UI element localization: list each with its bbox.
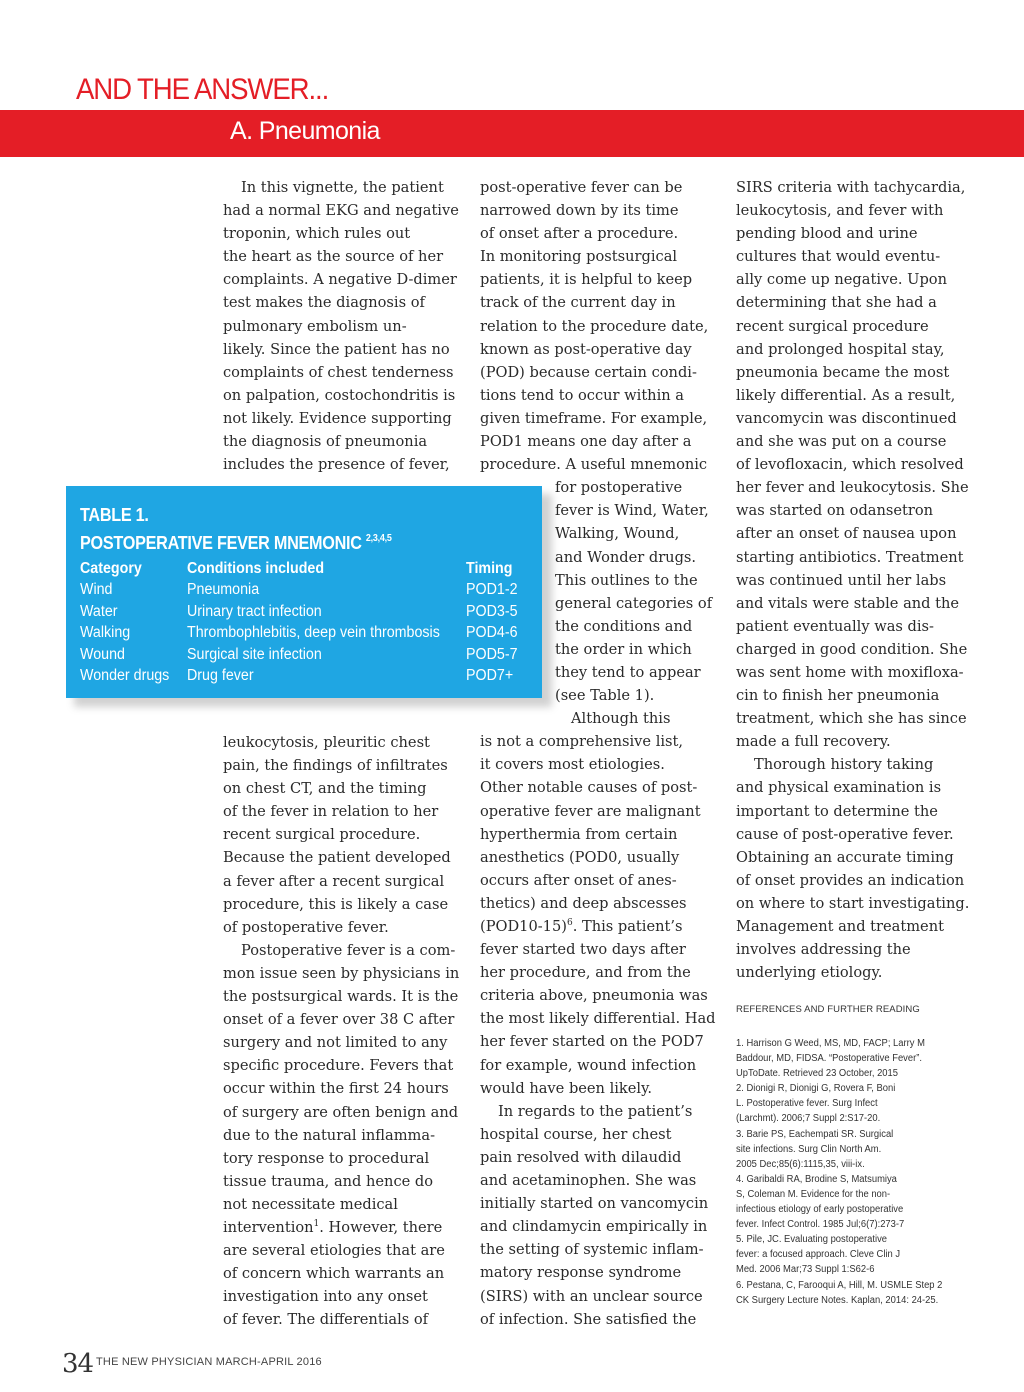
text-line: and prolonged hospital stay, <box>736 340 945 358</box>
text-line: a fever after a recent surgical <box>223 872 445 890</box>
text-line: and she was put on a course <box>736 433 947 451</box>
text-line: pulmonary embolism un- <box>223 317 407 335</box>
text-line: the most likely differential. Had <box>480 1010 716 1028</box>
text-line: Postoperative fever is a com- <box>241 941 456 959</box>
text-line: (POD) because certain condi- <box>480 363 697 381</box>
text-line: and acetaminophen. She was <box>480 1172 697 1190</box>
text-line: and vitals were stable and the <box>736 594 960 612</box>
text-line: and clindamycin empirically in <box>480 1218 708 1236</box>
text-line: pneumonia became the most <box>736 363 950 381</box>
text-line: In regards to the patient’s <box>498 1102 693 1120</box>
text-line: of onset after a procedure. <box>480 225 679 243</box>
text-line: ally come up negative. Upon <box>736 271 947 289</box>
text-line: charged in good condition. She <box>736 640 968 658</box>
text-line: criteria above, pneumonia was <box>480 987 708 1005</box>
reference-line: (Larchmt). 2006;7 Suppl 2:S17-20. <box>736 1113 881 1125</box>
text-line: on where to start investigating. <box>736 894 970 912</box>
table-cell: Pneumonia <box>187 581 260 599</box>
text-line: recent surgical procedure <box>736 317 929 335</box>
publication-footer: THE NEW PHYSICIAN MARCH-APRIL 2016 <box>96 1356 322 1368</box>
page-number: 34 <box>62 1349 94 1379</box>
text-line: Because the patient developed <box>223 849 451 867</box>
text-line: of surgery are often benign and <box>223 1103 459 1121</box>
text-line: and Wonder drugs. <box>555 548 697 566</box>
text-line: underlying etiology. <box>736 964 883 982</box>
text-line: This outlines to the <box>555 571 698 589</box>
text-line: given timeframe. For example, <box>480 409 708 427</box>
table-cell: POD5-7 <box>466 645 518 663</box>
text-line: not likely. Evidence supporting <box>223 409 452 427</box>
text-line: of the fever in relation to her <box>223 803 439 821</box>
text-line: are several etiologies that are <box>223 1242 445 1260</box>
table-header-cell: Category <box>80 560 142 577</box>
table-header-cell: Conditions included <box>187 560 325 577</box>
table-cell: POD4-6 <box>466 624 518 642</box>
text-line: anesthetics (POD0, usually <box>480 848 680 866</box>
text-line: fever started two days after <box>480 941 686 959</box>
text-line: the setting of systemic inflam- <box>480 1241 704 1259</box>
text-line: was continued until her labs <box>736 571 947 589</box>
text-line: was started on odansetron <box>736 502 934 520</box>
text-line: of fever. The differentials of <box>223 1311 429 1329</box>
text-line: of postoperative fever. <box>223 918 389 936</box>
text-line: not necessitate medical <box>223 1195 398 1213</box>
text-line: her fever started on the POD7 <box>480 1033 704 1051</box>
reference-line: Baddour, MD, FIDSA. “Postoperative Fever”. <box>736 1053 922 1065</box>
table-cell: Thrombophlebitis, deep vein thrombosis <box>187 624 440 642</box>
text-line: patient eventually was dis- <box>736 617 934 635</box>
text-line: her procedure, and from the <box>480 964 691 982</box>
text-line: occur within the first 24 hours <box>223 1080 449 1098</box>
text-line: post-operative fever can be <box>480 179 683 196</box>
text-line <box>480 915 715 938</box>
text-line: of levofloxacin, which resolved <box>736 456 964 474</box>
text-line: troponin, which rules out <box>223 225 411 243</box>
text-line: relation to the procedure date, <box>480 317 709 335</box>
table-subtitle-refs: 2,3,4,5 <box>365 533 392 544</box>
text-line: initially started on vancomycin <box>480 1195 709 1213</box>
reference-line: fever. Infect Control. 1985 Jul;6(7):273-7 <box>736 1219 905 1231</box>
table-subtitle-text: POSTOPERATIVE FEVER MNEMONIC <box>80 533 362 553</box>
text-line: of infection. She satisfied the <box>480 1310 697 1328</box>
text-line: fever is Wind, Water, <box>555 502 709 520</box>
text-line: the conditions and <box>555 617 693 635</box>
text-line: matory response syndrome <box>480 1264 682 1282</box>
section-kicker: AND THE ANSWER... <box>76 73 329 106</box>
text-line: operative fever are malignant <box>480 802 701 820</box>
answer-title: A. Pneumonia <box>230 117 380 145</box>
text-line: cultures that would eventu- <box>736 248 941 266</box>
text-line: on chest CT, and the timing <box>223 780 427 798</box>
text-line: likely differential. As a result, <box>736 386 956 404</box>
line-text: (POD10-15) <box>480 918 567 935</box>
text-line: narrowed down by its time <box>480 202 679 220</box>
text-line: SIRS criteria with tachycardia, <box>736 179 966 196</box>
text-line: investigation into any onset <box>223 1288 428 1306</box>
text-line: specific procedure. Fevers that <box>223 1057 454 1075</box>
table-title: TABLE 1. <box>80 505 149 525</box>
table-cell: Wind <box>80 581 113 599</box>
text-line: her fever and leukocytosis. She <box>736 479 969 497</box>
text-line: onset of a fever over 38 C after <box>223 1011 455 1029</box>
text-line: cause of post-operative fever. <box>736 825 954 843</box>
text-line: treatment, which she has since <box>736 710 967 728</box>
body-column-1-bottom <box>223 731 458 1331</box>
table-subtitle <box>80 528 392 554</box>
line-text: . This patient’s <box>572 918 683 935</box>
text-line: Walking, Wound, <box>555 525 680 543</box>
text-line: mon issue seen by physicians in <box>223 964 460 982</box>
text-line: pain, the findings of infiltrates <box>223 757 448 775</box>
text-line: hospital course, her chest <box>480 1125 672 1143</box>
text-line: is not a comprehensive list, <box>480 733 684 751</box>
reference-line: 4. Garibaldi RA, Brodine S, Matsumiya <box>736 1173 897 1185</box>
text-line: due to the natural inflamma- <box>223 1126 436 1144</box>
text-line: involves addressing the <box>736 941 911 959</box>
table-cell: POD3-5 <box>466 602 518 620</box>
body-column-2 <box>480 176 715 1331</box>
text-line: includes the presence of fever, <box>223 456 450 474</box>
text-line: In monitoring postsurgical <box>480 248 678 266</box>
text-line: the postsurgical wards. It is the <box>223 988 459 1006</box>
table-cell: Urinary tract infection <box>187 602 322 620</box>
reference-line: UpToDate. Retrieved 23 October, 2015 <box>736 1068 898 1080</box>
reference-line: 5. Pile, JC. Evaluating postoperative <box>736 1234 888 1246</box>
text-line: Management and treatment <box>736 918 944 935</box>
text-line: on palpation, costochondritis is <box>223 386 456 404</box>
references-heading: REFERENCES AND FURTHER READING <box>736 1004 920 1015</box>
text-line: Thorough history taking <box>754 756 934 774</box>
table-cell: POD1-2 <box>466 581 518 599</box>
table-cell: Walking <box>80 624 131 642</box>
table-cell: Wound <box>80 645 125 663</box>
text-line: important to determine the <box>736 802 938 820</box>
text-line: had a normal EKG and negative <box>223 202 459 220</box>
body-column-1-top <box>223 176 458 476</box>
table-cell: POD7+ <box>466 667 514 684</box>
reference-line: site infections. Surg Clin North Am. <box>736 1143 882 1155</box>
text-line: test makes the diagnosis of <box>223 294 425 312</box>
reference-line: CK Surgery Lecture Notes. Kaplan, 2014: 24-25. <box>736 1294 939 1306</box>
body-column-3 <box>736 176 970 984</box>
citation-superscript: 1 <box>313 1219 320 1230</box>
text-line: (SIRS) with an unclear source <box>480 1287 703 1305</box>
text-line: complaints. A negative D-dimer <box>223 271 457 289</box>
text-line: pending blood and urine <box>736 225 918 243</box>
mnemonic-table <box>66 486 542 698</box>
line-text: intervention <box>223 1218 314 1236</box>
text-line: In this vignette, the patient <box>241 179 444 196</box>
text-line: determining that she had a <box>736 294 937 312</box>
text-line: for postoperative <box>555 479 683 497</box>
reference-line: S, Coleman M. Evidence for the non- <box>736 1188 891 1200</box>
text-line: track of the current day in <box>480 294 676 312</box>
text-line: patients, it is helpful to keep <box>480 271 693 289</box>
text-line: Other notable causes of post- <box>480 779 698 797</box>
table-cell: Surgical site infection <box>187 645 322 663</box>
reference-line: 6. Pestana, C, Farooqui A, Hill, M. USMLE Step 2 <box>736 1279 943 1291</box>
text-line: it covers most etiologies. <box>480 756 665 774</box>
text-line: of onset provides an indication <box>736 871 965 889</box>
table-header-cell: Timing <box>466 560 513 577</box>
line-text: . However, there <box>319 1218 443 1236</box>
text-line: after an onset of nausea upon <box>736 525 957 543</box>
text-line: POD1 means one day after a <box>480 433 692 451</box>
text-line: was sent home with moxifloxa- <box>736 663 964 681</box>
text-line: for example, wound infection <box>480 1056 697 1074</box>
text-line: tory response to procedural <box>223 1149 430 1167</box>
text-line: hyperthermia from certain <box>480 825 678 843</box>
reference-line: fever: a focused approach. Cleve Clin J <box>736 1249 901 1261</box>
text-line: and physical examination is <box>736 779 942 797</box>
text-line: known as post-operative day <box>480 340 692 358</box>
table-cell: Water <box>80 602 118 620</box>
text-line: Obtaining an accurate timing <box>736 848 954 866</box>
text-line: leukocytosis, pleuritic chest <box>223 734 430 751</box>
text-line: the heart as the source of her <box>223 248 444 266</box>
reference-line: 2. Dionigi R, Dionigi G, Rovera F, Boni <box>736 1083 896 1095</box>
text-line: would have been likely. <box>480 1079 653 1097</box>
text-line: recent surgical procedure. <box>223 826 421 844</box>
text-line: leukocytosis, and fever with <box>736 202 944 220</box>
answer-banner <box>0 110 1024 157</box>
text-line: procedure. A useful mnemonic <box>480 456 708 474</box>
text-line: occurs after onset of anes- <box>480 871 677 889</box>
text-line: procedure, this is likely a case <box>223 895 449 913</box>
reference-line: 1. Harrison G Weed, MS, MD, FACP; Larry M <box>736 1038 925 1049</box>
text-line: (see Table 1). <box>555 687 655 705</box>
text-line: pain resolved with dilaudid <box>480 1148 682 1166</box>
table-cell: Drug fever <box>187 667 254 684</box>
text-line: they tend to appear <box>555 663 701 681</box>
text-line: the order in which <box>555 640 692 658</box>
reference-line: L. Postoperative fever. Surg Infect <box>736 1098 878 1110</box>
reference-line: 2005 Dec;85(6):1115,35, viii-ix. <box>736 1158 865 1170</box>
text-line: Although this <box>571 710 671 728</box>
text-line: made a full recovery. <box>736 733 891 751</box>
text-line: surgery and not limited to any <box>223 1034 448 1052</box>
text-line <box>223 1216 458 1239</box>
citation-superscript: 6 <box>566 918 573 929</box>
text-line: of concern which warrants an <box>223 1265 445 1283</box>
text-line: cin to finish her pneumonia <box>736 687 940 705</box>
text-line: the diagnosis of pneumonia <box>223 433 428 451</box>
text-line: tissue trauma, and hence do <box>223 1172 434 1190</box>
text-line: starting antibiotics. Treatment <box>736 548 964 566</box>
reference-line: 3. Barie PS, Eachempati SR. Surgical <box>736 1128 894 1140</box>
table-cell: Wonder drugs <box>80 667 170 684</box>
reference-line: Med. 2006 Mar;73 Suppl 1:S62-6 <box>736 1264 875 1276</box>
text-line: vancomycin was discontinued <box>736 409 957 427</box>
text-line: tions tend to occur within a <box>480 386 684 404</box>
references-list <box>736 1036 956 1308</box>
text-line: likely. Since the patient has no <box>223 340 450 358</box>
text-line: complaints of chest tenderness <box>223 363 454 381</box>
text-line: general categories of <box>555 594 713 612</box>
reference-line: infectious etiology of early postoperative <box>736 1204 904 1216</box>
text-line: thetics) and deep abscesses <box>480 894 687 912</box>
